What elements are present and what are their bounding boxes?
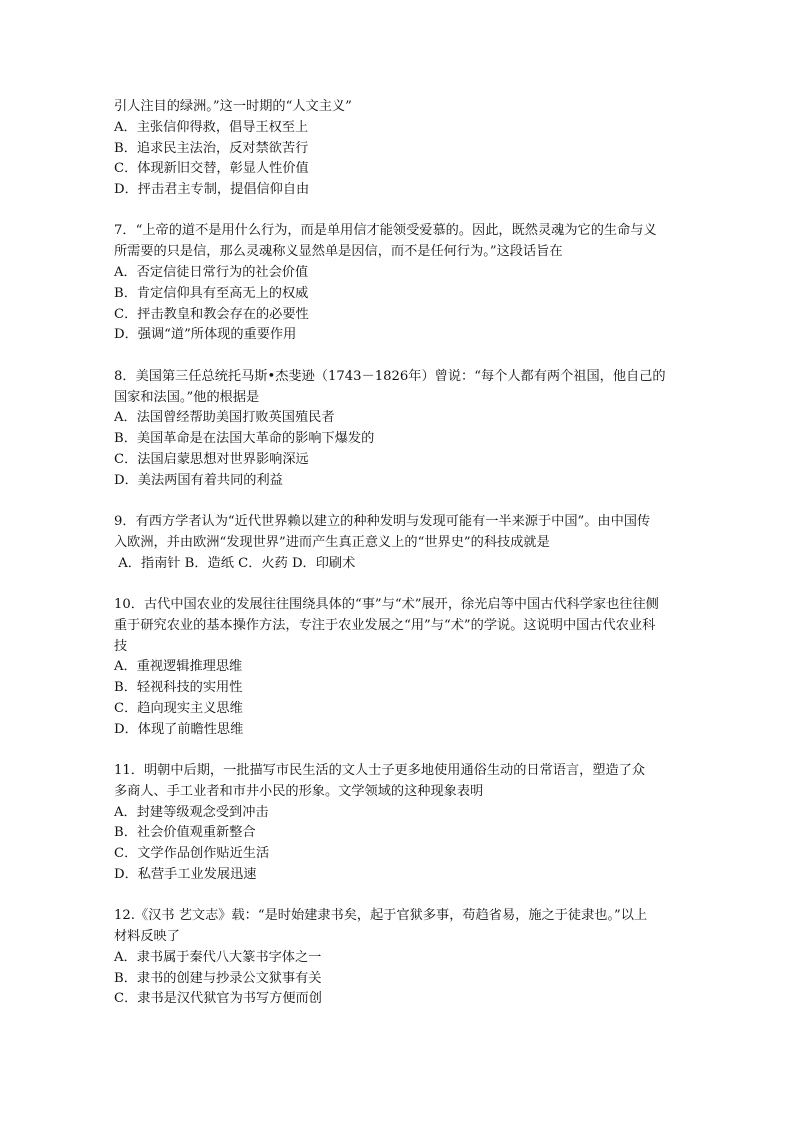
question-stem: 所需要的只是信，那么灵魂称义显然单是因信，而不是任何行为。”这段话旨在: [114, 244, 563, 260]
question-10: [114, 595, 684, 741]
question-stem: 10．古代中国农业的发展往往围绕具体的“事”与“术”展开，徐光启等中国古代科学家也往往侧: [114, 596, 659, 612]
option-b: B．追求民主法治，反对禁欲苦行: [114, 140, 309, 156]
option-a: A．隶书属于秦代八大篆书字体之一: [114, 949, 322, 965]
question-stem: 9．有西方学者认为“近代世界赖以建立的种种发明与发现可能有一半来源于中国”。由中国传: [114, 514, 651, 530]
option-c: C．趋向现实主义思维: [114, 700, 243, 716]
option-b: B．肯定信仰具有至高无上的权威: [114, 285, 309, 301]
question-stem: 12.《汉书 艺文志》载：“是时始建隶书矣，起于官狱多事，苟趋省易，施之于徒隶也。”以上: [114, 908, 648, 924]
question-stem: 材料反映了: [114, 929, 180, 945]
question-stem: 7．“上帝的道不是用什么行为，而是单用信才能领受爱慕的。因此，既然灵魂为它的生命与义: [114, 223, 657, 239]
question-stem: 8．美国第三任总统托马斯•杰斐逊（1743－1826年）曾说：“每个人都有两个祖国，他自己的: [114, 368, 666, 384]
question-11: [114, 761, 684, 886]
option-b: B．轻视科技的实用性: [114, 680, 243, 696]
question-stem: 多商人、手工业者和市井小民的形象。文学领域的这种现象表明: [114, 783, 484, 799]
question-9: [114, 512, 684, 574]
question-stem: 入欧洲，并由欧洲“发现世界”进而产生真正意义上的“世界史”的科技成就是: [114, 534, 550, 550]
option-d: D．强调“道”所体现的重要作用: [114, 327, 297, 343]
question-12: [114, 906, 684, 1010]
option-d: D．私营手工业发展迅速: [114, 867, 257, 882]
option-c: C．法国启蒙思想对世界影响深远: [114, 451, 309, 467]
option-c: C．隶书是汉代狱官为书写方便而创: [114, 991, 322, 1007]
option-b: B．美国革命是在法国大革命的影响下爆发的: [114, 431, 375, 447]
option-b: B．社会价值观重新整合: [114, 825, 256, 841]
question-stem: 技: [114, 638, 128, 654]
option-d: D．美法两国有着共同的利益: [114, 472, 283, 488]
inline-options: A．指南针 B．造纸 C．火药 D．印刷术: [114, 555, 356, 571]
question-stem: 国家和法国。”他的根据是: [114, 389, 260, 405]
option-d: D．体现了前瞻性思维: [114, 721, 244, 737]
option-b: B．隶书的创建与抄录公文狱事有关: [114, 970, 322, 986]
option-c: C．抨击教皇和教会存在的必要性: [114, 306, 309, 322]
option-a: A．法国曾经帮助美国打败英国殖民者: [114, 410, 335, 426]
option-c: C．文学作品创作贴近生活: [114, 846, 270, 862]
question-6-continued: [114, 97, 684, 201]
option-a: A．否定信徒日常行为的社会价值: [114, 265, 309, 281]
option-a: A．封建等级观念受到冲击: [114, 804, 269, 820]
question-list: [114, 97, 684, 1010]
question-stem: 11．明朝中后期，一批描写市民生活的文人士子更多地使用通俗生动的日常语言，塑造了众: [114, 763, 646, 779]
question-8: [114, 367, 684, 492]
question-stem: 引人注目的绿洲。”这一时期的“人文主义”: [114, 99, 352, 114]
question-stem: 重于研究农业的基本操作方法，专注于农业发展之“用”与“术”的学说。这说明中国古代农业科: [114, 617, 656, 633]
question-7: [114, 221, 684, 346]
option-a: A．主张信仰得救，倡导王权至上: [114, 119, 309, 135]
option-a: A．重视逻辑推理思维: [114, 659, 243, 675]
option-c: C．体现新旧交替，彰显人性价值: [114, 161, 309, 177]
option-d: D．抨击君主专制，提倡信仰自由: [114, 182, 310, 198]
